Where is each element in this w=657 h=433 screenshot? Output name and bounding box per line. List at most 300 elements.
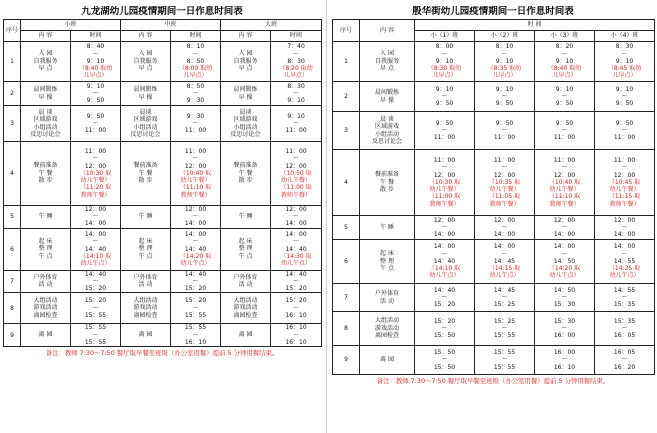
activity-cell xyxy=(121,270,171,293)
time-line: ～ xyxy=(621,126,628,134)
time-line: ～ xyxy=(192,119,199,127)
time-cell xyxy=(595,240,655,284)
header-group: 大班 xyxy=(221,20,322,31)
row-number: 6 xyxy=(4,228,21,270)
time-line: 14：55 xyxy=(613,286,636,294)
activity-cell xyxy=(221,82,271,106)
activity-line: 散 步 xyxy=(238,177,253,185)
activity-cell xyxy=(21,324,71,347)
table-row xyxy=(4,106,322,142)
time-line: 14：40 xyxy=(433,286,456,294)
time-line: 14：40 xyxy=(184,270,207,278)
time-line: 12：00 xyxy=(433,216,456,224)
time-line: 12：00 xyxy=(84,162,107,170)
time-cell xyxy=(71,106,121,142)
activity-line: 起 床 xyxy=(138,237,153,245)
time-line: 15：20 xyxy=(285,297,307,305)
time-line: （8:20 取幼 xyxy=(279,65,313,73)
time-line: ～ xyxy=(621,223,628,231)
time-line: 幼儿午餐） xyxy=(281,177,312,185)
activity-cell xyxy=(21,142,71,206)
time-cell xyxy=(475,112,535,150)
time-line: 15：55 xyxy=(84,338,107,346)
time-line: ～ xyxy=(293,155,300,163)
time-line: ～ xyxy=(192,213,199,221)
time-cell xyxy=(171,228,221,270)
time-line: ～ xyxy=(621,250,628,258)
time-line: 16：00 xyxy=(553,349,576,357)
activity-line: 午 点 xyxy=(380,265,394,273)
time-line: （8:30 取幼 xyxy=(427,65,462,73)
time-line: ～ xyxy=(192,331,199,339)
row-number: 4 xyxy=(4,142,21,206)
time-line: ～ xyxy=(561,50,568,58)
time-line: 14：00 xyxy=(553,243,576,251)
time-cell xyxy=(71,228,121,270)
time-line: 14：50 xyxy=(553,257,576,265)
header-content: 内 容 xyxy=(221,31,271,42)
time-line: ～ xyxy=(501,356,508,364)
table-row xyxy=(333,346,655,375)
time-line: 9：50 xyxy=(86,97,105,105)
activity-line: 游戏活动 xyxy=(374,324,399,332)
time-line: 9：10 xyxy=(495,57,514,65)
time-line: （8:40 取幼 xyxy=(78,65,113,73)
time-line: （8:40 取幼 xyxy=(547,65,582,73)
activity-cell xyxy=(21,228,71,270)
activity-cell xyxy=(221,324,271,347)
activity-line: 活 动 xyxy=(380,297,394,305)
time-cell xyxy=(535,240,595,284)
time-line: 15：20 xyxy=(184,297,207,305)
activity-line: 区域游戏 xyxy=(33,116,58,123)
table-row xyxy=(4,228,322,270)
table-row xyxy=(333,284,655,312)
time-cell xyxy=(475,150,535,216)
time-line: 14：00 xyxy=(613,243,636,251)
activity-line: 活 动 xyxy=(138,281,153,289)
time-cell xyxy=(535,82,595,112)
time-line: 15：20 xyxy=(84,285,107,293)
time-cell xyxy=(595,112,655,150)
row-number: 8 xyxy=(4,293,21,324)
time-line: 8：20 xyxy=(555,43,574,51)
row-number: 6 xyxy=(333,240,360,284)
activity-cell xyxy=(121,206,171,229)
time-line: 15：55 xyxy=(184,311,207,319)
table-row xyxy=(333,42,655,82)
time-line: ～ xyxy=(293,213,300,221)
time-cell xyxy=(475,284,535,312)
time-line: 幼儿午餐） xyxy=(549,186,580,194)
time-cell xyxy=(595,82,655,112)
time-line: ～ xyxy=(441,92,448,100)
header-no: 序号 xyxy=(333,20,360,42)
activity-line: 活 动 xyxy=(238,281,253,289)
activity-cell xyxy=(121,324,171,347)
time-line: 11：00 xyxy=(553,157,576,165)
activity-cell xyxy=(21,270,71,293)
activity-line: 区域游戏 xyxy=(133,116,158,123)
time-cell xyxy=(595,42,655,82)
time-line: 12：00 xyxy=(613,171,636,179)
time-line: （11:10 取 xyxy=(548,193,581,201)
header-time: 时 间 xyxy=(415,20,655,31)
schedule-page-jiulonghu xyxy=(3,6,321,429)
time-line: 15：50 xyxy=(433,332,456,340)
time-line: ～ xyxy=(621,50,628,58)
time-line: 12：00 xyxy=(84,206,107,213)
activity-cell xyxy=(121,82,171,106)
time-line: 幼儿午餐） xyxy=(80,177,111,185)
activity-line: 早 操 xyxy=(380,96,394,104)
time-line: ～ xyxy=(501,92,508,100)
time-line: 8：50 xyxy=(186,57,205,65)
row-number: 1 xyxy=(4,42,21,82)
time-line: 12：00 xyxy=(553,171,576,179)
row-number: 1 xyxy=(333,42,360,82)
time-cell xyxy=(415,216,475,240)
row-number: 4 xyxy=(333,150,360,216)
page-title: 九龙湖幼儿园疫情期间一日作息时间表 xyxy=(81,6,243,17)
activity-line: 户外体育 xyxy=(374,290,399,297)
time-line: 9：50 xyxy=(555,100,574,108)
activity-line: 离园检查 xyxy=(33,311,58,319)
activity-line: 餐前准备 xyxy=(233,162,258,170)
time-line: ～ xyxy=(561,356,568,364)
time-cell xyxy=(71,82,121,106)
time-line: 9：10 xyxy=(86,57,105,65)
time-line: ～ xyxy=(561,250,568,258)
activity-line: 活 动 xyxy=(38,281,53,289)
time-line: 15：55 xyxy=(84,324,107,332)
time-line: 14：40 xyxy=(285,270,307,278)
activity-line: 散 步 xyxy=(138,177,153,185)
time-line: 11：00 xyxy=(84,127,107,135)
activity-line: 餐前准备 xyxy=(33,162,58,170)
header-class: 小（4）班 xyxy=(595,31,655,42)
time-line: 15：30 xyxy=(553,317,576,325)
time-line: 9：50 xyxy=(495,119,514,127)
time-line: 11：00 xyxy=(493,157,516,165)
time-cell xyxy=(71,42,121,82)
activity-cell xyxy=(221,106,271,142)
time-cell xyxy=(71,293,121,324)
time-cell xyxy=(271,324,322,347)
time-line: ～ xyxy=(441,293,448,301)
activity-line: 区域游戏 xyxy=(233,116,258,123)
time-line: 9：10 xyxy=(555,57,574,65)
row-number: 2 xyxy=(333,82,360,112)
time-line: 幼儿午点） xyxy=(489,272,520,280)
time-cell xyxy=(595,346,655,375)
activity-line: 自我服务 xyxy=(374,57,399,65)
time-line: 8：50 xyxy=(186,82,205,90)
time-line: 14：00 xyxy=(613,231,636,239)
time-cell xyxy=(535,42,595,82)
activity-cell xyxy=(21,106,71,142)
activity-cell xyxy=(360,112,415,150)
time-line: ～ xyxy=(92,155,99,163)
time-line: （14:20 取 xyxy=(179,252,212,260)
row-number: 7 xyxy=(4,270,21,293)
time-line: （11:20 取 xyxy=(79,184,112,192)
header-row-main xyxy=(333,20,655,31)
time-line: ～ xyxy=(92,304,99,312)
time-line: ～ xyxy=(621,293,628,301)
time-line: 儿早点） xyxy=(83,72,108,80)
activity-line: 户外体育 xyxy=(233,273,258,281)
time-line: ～ xyxy=(441,356,448,364)
table-row xyxy=(333,240,655,284)
time-line: 幼儿午餐） xyxy=(489,186,520,194)
activity-line: 区域游戏 xyxy=(374,123,399,130)
time-line: 15：55 xyxy=(493,363,516,371)
time-line: 幼儿午点） xyxy=(80,259,111,267)
time-line: 9：10 xyxy=(495,85,514,93)
activity-line: 离 园 xyxy=(38,331,53,339)
time-cell xyxy=(415,82,475,112)
time-line: 9：10 xyxy=(435,85,454,93)
activity-line: 离 园 xyxy=(380,356,394,364)
time-line: 14：00 xyxy=(285,231,307,239)
activity-line: 整 理 xyxy=(380,257,394,265)
activity-cell xyxy=(221,293,271,324)
time-cell xyxy=(415,240,475,284)
time-line: 9：30 xyxy=(186,112,205,120)
time-line: 教师午餐） xyxy=(429,200,460,208)
activity-line: 晨 谈 xyxy=(380,115,394,123)
time-cell xyxy=(271,142,322,206)
row-number: 5 xyxy=(333,216,360,240)
activity-line: 起 床 xyxy=(238,237,253,245)
activity-cell xyxy=(21,42,71,82)
activity-line: 离园检查 xyxy=(133,311,158,319)
time-line: ～ xyxy=(441,250,448,258)
time-line: ～ xyxy=(92,213,99,221)
time-cell xyxy=(271,293,322,324)
time-line: 8：10 xyxy=(186,43,205,51)
time-line: 15：55 xyxy=(493,349,516,357)
time-line: 14：55 xyxy=(613,257,636,265)
time-line: 14：00 xyxy=(285,220,307,228)
time-line: 幼儿午点） xyxy=(180,259,211,267)
table-row xyxy=(333,312,655,346)
time-line: （10:45 取 xyxy=(608,178,641,186)
time-line: 16：05 xyxy=(613,349,636,357)
time-line: ～ xyxy=(192,155,199,163)
time-line: 11：00 xyxy=(553,134,576,142)
time-line: 9：10 xyxy=(555,85,574,93)
time-line: 15：35 xyxy=(613,317,636,325)
time-line: ～ xyxy=(92,119,99,127)
time-line: 儿早点） xyxy=(284,72,309,80)
time-line: 11：00 xyxy=(184,127,207,135)
activity-line: 游戏活动 xyxy=(233,304,258,312)
activity-line: 入 园 xyxy=(380,50,394,58)
time-cell xyxy=(475,240,535,284)
table-row xyxy=(4,42,322,82)
time-cell xyxy=(535,150,595,216)
activity-line: 游戏活动 xyxy=(133,304,158,312)
activity-line: 早 点 xyxy=(138,65,153,73)
time-line: ～ xyxy=(192,277,199,285)
activity-line: 午 点 xyxy=(238,252,253,260)
header-no: 序号 xyxy=(4,20,21,42)
schedule-note: 备注：教师 7:30～7:50 餐厅取早餐至班级（办公室用餐）提前 5 分钟用餐结束。 xyxy=(376,377,610,385)
row-number: 3 xyxy=(333,112,360,150)
activity-line: 反思讨论会 xyxy=(30,131,61,138)
time-cell xyxy=(475,82,535,112)
time-line: ～ xyxy=(501,164,508,172)
activity-line: 早 操 xyxy=(38,93,53,101)
activity-line: 入 园 xyxy=(238,50,253,58)
time-line: 教师午餐） xyxy=(281,191,312,199)
activity-cell xyxy=(360,312,415,346)
time-line: ～ xyxy=(561,164,568,172)
time-line: 8：00 xyxy=(435,43,454,51)
time-line: 16：10 xyxy=(285,311,307,319)
time-line: 8：40 xyxy=(86,43,105,51)
time-line: 12：00 xyxy=(184,162,207,170)
time-line: ～ xyxy=(92,277,99,285)
activity-cell xyxy=(360,346,415,375)
activity-line: 早 点 xyxy=(38,65,53,73)
time-line: 15：20 xyxy=(433,301,456,309)
time-cell xyxy=(271,206,322,229)
table-row xyxy=(4,206,322,229)
time-cell xyxy=(535,346,595,375)
activity-cell xyxy=(121,293,171,324)
time-cell xyxy=(475,346,535,375)
time-line: 教师午餐） xyxy=(180,191,211,199)
activity-line: 早 点 xyxy=(380,65,394,73)
time-cell xyxy=(71,324,121,347)
time-cell xyxy=(271,228,322,270)
schedule-page-yinhuajie xyxy=(332,6,654,429)
time-line: 幼儿午餐） xyxy=(429,186,460,194)
time-line: 12：00 xyxy=(184,206,207,213)
header-row-sub xyxy=(4,31,322,42)
time-line: 15：55 xyxy=(493,332,516,340)
time-line: 幼儿午点） xyxy=(549,272,580,280)
time-line: 9：10 xyxy=(615,57,634,65)
time-line: 9：10 xyxy=(86,82,105,90)
table-row xyxy=(4,270,322,293)
activity-line: 起 床 xyxy=(38,237,53,245)
activity-line: 离 园 xyxy=(138,331,153,339)
activity-line: 自我服务 xyxy=(233,57,258,65)
time-line: ～ xyxy=(501,324,508,332)
activity-cell xyxy=(121,228,171,270)
time-line: 15：25 xyxy=(493,301,516,309)
time-line: ～ xyxy=(441,223,448,231)
time-line: 15：50 xyxy=(433,349,456,357)
activity-line: 反思讨论会 xyxy=(230,131,261,138)
header-row-groups xyxy=(4,20,322,31)
activity-cell xyxy=(360,240,415,284)
time-line: ～ xyxy=(501,50,508,58)
time-line: ～ xyxy=(92,50,99,58)
time-line: 16：10 xyxy=(184,338,207,346)
time-line: ～ xyxy=(561,126,568,134)
activity-line: 反思讨论会 xyxy=(371,138,402,145)
time-cell xyxy=(271,82,322,106)
activity-line: 整 理 xyxy=(38,245,53,253)
time-cell xyxy=(71,142,121,206)
activity-line: 餐前准备 xyxy=(374,171,399,179)
time-line: ～ xyxy=(561,324,568,332)
time-line: （10:35 取 xyxy=(488,178,521,186)
time-cell xyxy=(535,312,595,346)
row-number: 9 xyxy=(4,324,21,347)
activity-line: 入 园 xyxy=(38,50,53,58)
table-row xyxy=(4,82,322,106)
time-line: 15：20 xyxy=(285,285,307,293)
time-line: 9：50 xyxy=(435,100,454,108)
activity-cell xyxy=(21,206,71,229)
time-line: 15：55 xyxy=(184,324,207,332)
time-cell xyxy=(171,142,221,206)
time-line: ～ xyxy=(441,126,448,134)
activity-line: 小组活动 xyxy=(133,123,158,131)
activity-line: 餐前准备 xyxy=(133,162,158,170)
row-number: 8 xyxy=(333,312,360,346)
activity-line: 大组活动 xyxy=(133,296,158,304)
time-line: ～ xyxy=(621,164,628,172)
time-line: 12：00 xyxy=(613,216,636,224)
row-number: 7 xyxy=(333,284,360,312)
time-line: 16：10 xyxy=(553,363,576,371)
time-cell xyxy=(415,42,475,82)
time-line: 14：00 xyxy=(184,220,207,228)
activity-cell xyxy=(121,106,171,142)
time-cell xyxy=(271,270,322,293)
activity-line: 小组活动 xyxy=(233,123,258,131)
time-line: （10:40 取 xyxy=(179,169,212,177)
time-line: 12：00 xyxy=(433,171,456,179)
time-line: 8：10 xyxy=(495,43,514,51)
activity-line: 起 床 xyxy=(380,250,394,258)
time-cell xyxy=(171,42,221,82)
table-row xyxy=(4,324,322,347)
time-line: 15：20 xyxy=(184,285,207,293)
header-class: 小（3）班 xyxy=(535,31,595,42)
time-line: ～ xyxy=(441,164,448,172)
time-line: 12：00 xyxy=(285,162,307,170)
activity-line: 入 园 xyxy=(138,50,153,58)
time-line: 9：50 xyxy=(555,119,574,127)
table-row xyxy=(4,142,322,206)
time-line: （14:30 取 xyxy=(280,252,312,260)
activity-line: 午 餐 xyxy=(238,169,253,177)
time-cell xyxy=(171,106,221,142)
time-line: （14:10 取 xyxy=(79,252,112,260)
time-line: 8：30 xyxy=(287,57,305,65)
time-line: ～ xyxy=(293,89,300,97)
header-class: 小（2）班 xyxy=(475,31,535,42)
activity-line: 户外体育 xyxy=(133,273,158,281)
time-line: （10:30 取 xyxy=(428,178,461,186)
time-line: 幼儿午餐） xyxy=(180,177,211,185)
table-row xyxy=(333,82,655,112)
time-line: 14：00 xyxy=(84,220,107,228)
time-cell xyxy=(415,112,475,150)
time-cell xyxy=(415,284,475,312)
activity-cell xyxy=(221,228,271,270)
time-cell xyxy=(415,312,475,346)
time-line: 14：00 xyxy=(493,243,516,251)
